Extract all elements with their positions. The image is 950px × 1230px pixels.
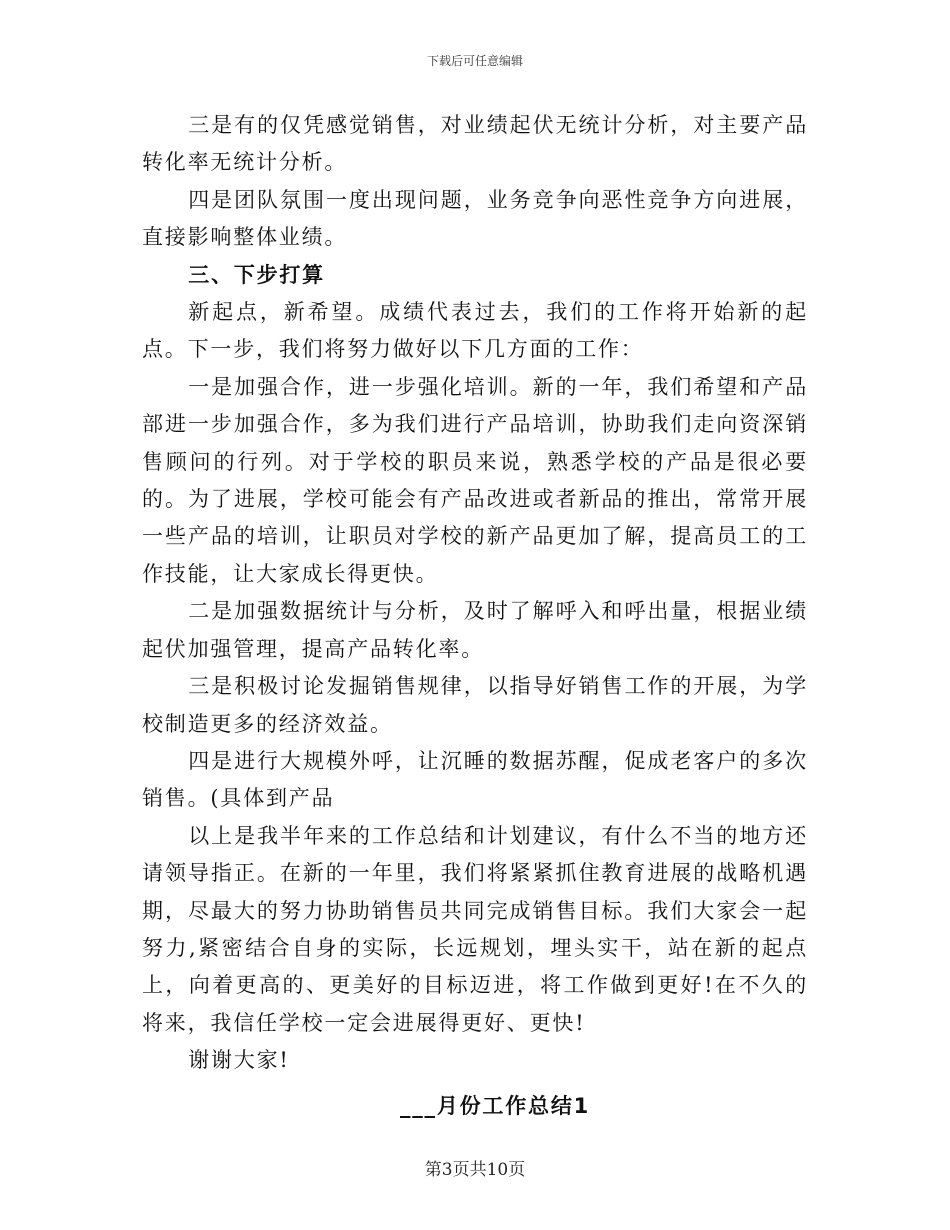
paragraph: 谢谢大家! (188, 1048, 290, 1073)
document-body (142, 107, 808, 1125)
paragraph: 以上是我半年来的工作总结和计划建议，有什么不当的地方还请领导指正。在新的一年里，我们将紧紧抓住教育进展的战略机遇期，尽最大的努力协助销售员共同完成销售目标。我们大家会一起努力,紧密结合自身的实际，长远规划，埋头实干，站在新的起点上，向着更高的、更美好的目标迈进，将工作做到更好!在不久的将来，我信任学校一定会进展得更好、更快! (142, 823, 808, 1035)
page-number: 第3页共10页 (424, 1160, 526, 1180)
paragraph: 三是有的仅凭感觉销售，对业绩起伏无统计分析，对主要产品转化率无统计分析。 (142, 113, 808, 175)
page-header-note: 下载后可任意编辑 (426, 54, 523, 68)
paragraph: 三是积极讨论发掘销售规律，以指导好销售工作的开展，为学校制造更多的经济效益。 (142, 674, 808, 736)
paragraph: 二是加强数据统计与分析，及时了解呼入和呼出量，根据业绩起伏加强管理，提高产品转化率。 (142, 599, 808, 661)
section-heading: 三、下步打算 (188, 262, 325, 287)
paragraph: 新起点，新希望。成绩代表过去，我们的工作将开始新的起点。下一步，我们将努力做好以下几方面的工作： (142, 300, 808, 362)
paragraph: 一是加强合作，进一步强化培训。新的一年，我们希望和产品部进一步加强合作，多为我们进行产品培训，协助我们走向资深销售顾问的行列。对于学校的职员来说，熟悉学校的产品是很必要的。为了进展，学校可能会有产品改进或者新品的推出，常常开展一些产品的培训，让职员对学校的新产品更加了解，提高员工的工作技能，让大家成长得更快。 (142, 374, 808, 586)
paragraph: 四是团队氛围一度出现问题，业务竞争向恶性竞争方向进展，直接影响整体业绩。 (142, 187, 808, 250)
paragraph: 四是进行大规模外呼，让沉睡的数据苏醒，促成老客户的多次销售。(具体到产品 (142, 748, 808, 811)
section-title: ___月份工作总结1 (399, 1093, 591, 1118)
